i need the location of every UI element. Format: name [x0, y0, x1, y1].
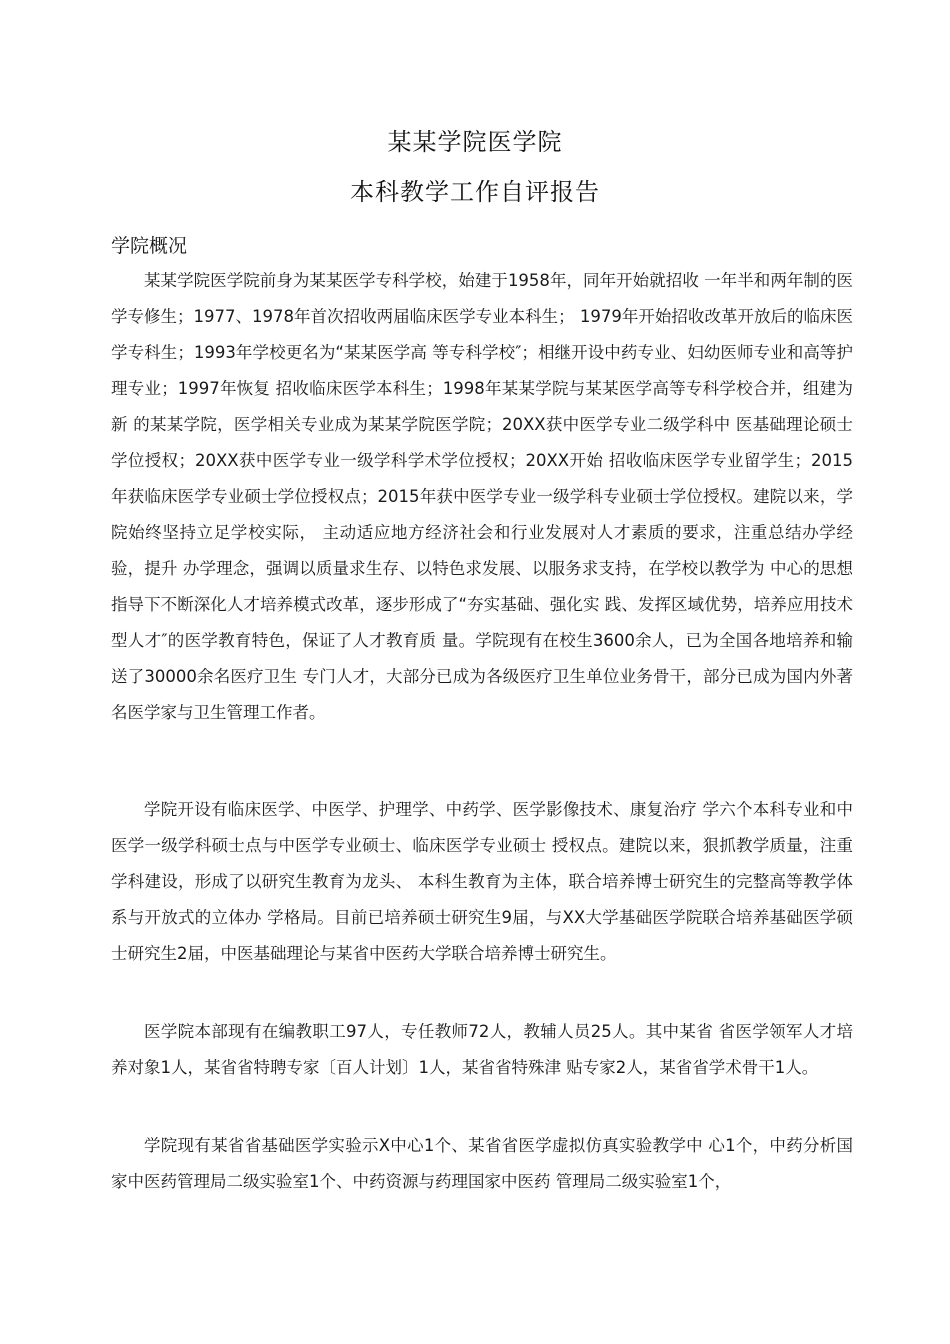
paragraph-labs: 学院现有某省省基础医学实验示X中心1个、某省省医学虚拟仿真实验教学中 心1个，中药分析国家中医药管理局二级实验室1个、中药资源与药理国家中医药 管理局二级实验室1个，	[111, 1136, 853, 1191]
paragraph-programs: 学院开设有临床医学、中医学、护理学、中药学、医学影像技术、康复治疗 学六个本科专业和中医学一级学科硕士点与中医学专业硕士、临床医学专业硕士 授权点。建院以来，狠抓教学质量，注重学科建设，形成了以研究生教育为龙头、 本科生教育为主体，联合培养博士研究生的完整高等教学体系与开放式的立体办 学格局。目前已培养硕士研究生9届，与XX大学基础医学院联合培养基础医学硕 士研究生2届，中医基础理论与某省中医药大学联合培养博士研究生。	[111, 800, 853, 963]
paragraph-staff: 医学院本部现有在编教职工97人，专任教师72人，教辅人员25人。其中某省 省医学领军人才培养对象1人，某省省特聘专家〔百人计划〕1人，某省省特殊津 贴专家2人，某省省学术骨干1人。	[111, 1022, 853, 1077]
document-title-line1: 某某学院医学院	[387, 128, 563, 156]
section-heading: 学院概况	[111, 235, 188, 257]
document-title-line2: 本科教学工作自评报告	[350, 178, 600, 206]
paragraph-history: 某某学院医学院前身为某某医学专科学校，始建于1958年，同年开始就招收 一年半和两年制的医学专修生；1977、1978年首次招收两届临床医学专业本科生； 1979年开始招收改革开放后的临床医学专科生；1993年学校更名为“某某医学高 等专科学校″；相继开设中药专业、妇幼医师专业和高等护理专业；1997年恢复 招收临床医学本科生；1998年某某学院与某某医学高等专科学校合并，组建为新 的某某学院，医学相关专业成为某某学院医学院；20XX获中医学专业二级学科中 医基础理论硕士学位授权；20XX获中医学专业一级学科学术学位授权；20XX开始 招收临床医学专业留学生；2015年获临床医学专业硕士学位授权点；2015年获中医学专业一级学科专业硕士学位授权。建院以来，学院始终坚持立足学校实际， 主动适应地方经济社会和行业发展对人才素质的要求，注重总结办学经验，提升 办学理念，强调以质量求生存、以特色求发展、以服务求支持，在学校以教学为 中心的思想指导下不断深化人才培养模式改革，逐步形成了“夯实基础、强化实 践、发挥区域优势，培养应用技术型人才″的医学教育特色，保证了人才教育质 量。学院现有在校生3600余人，已为全国各地培养和输送了30000余名医疗卫生 专门人才，大部分已成为各级医疗卫生单位业务骨干，部分已成为国内外著名医学家与卫生管理工作者。	[111, 271, 853, 722]
